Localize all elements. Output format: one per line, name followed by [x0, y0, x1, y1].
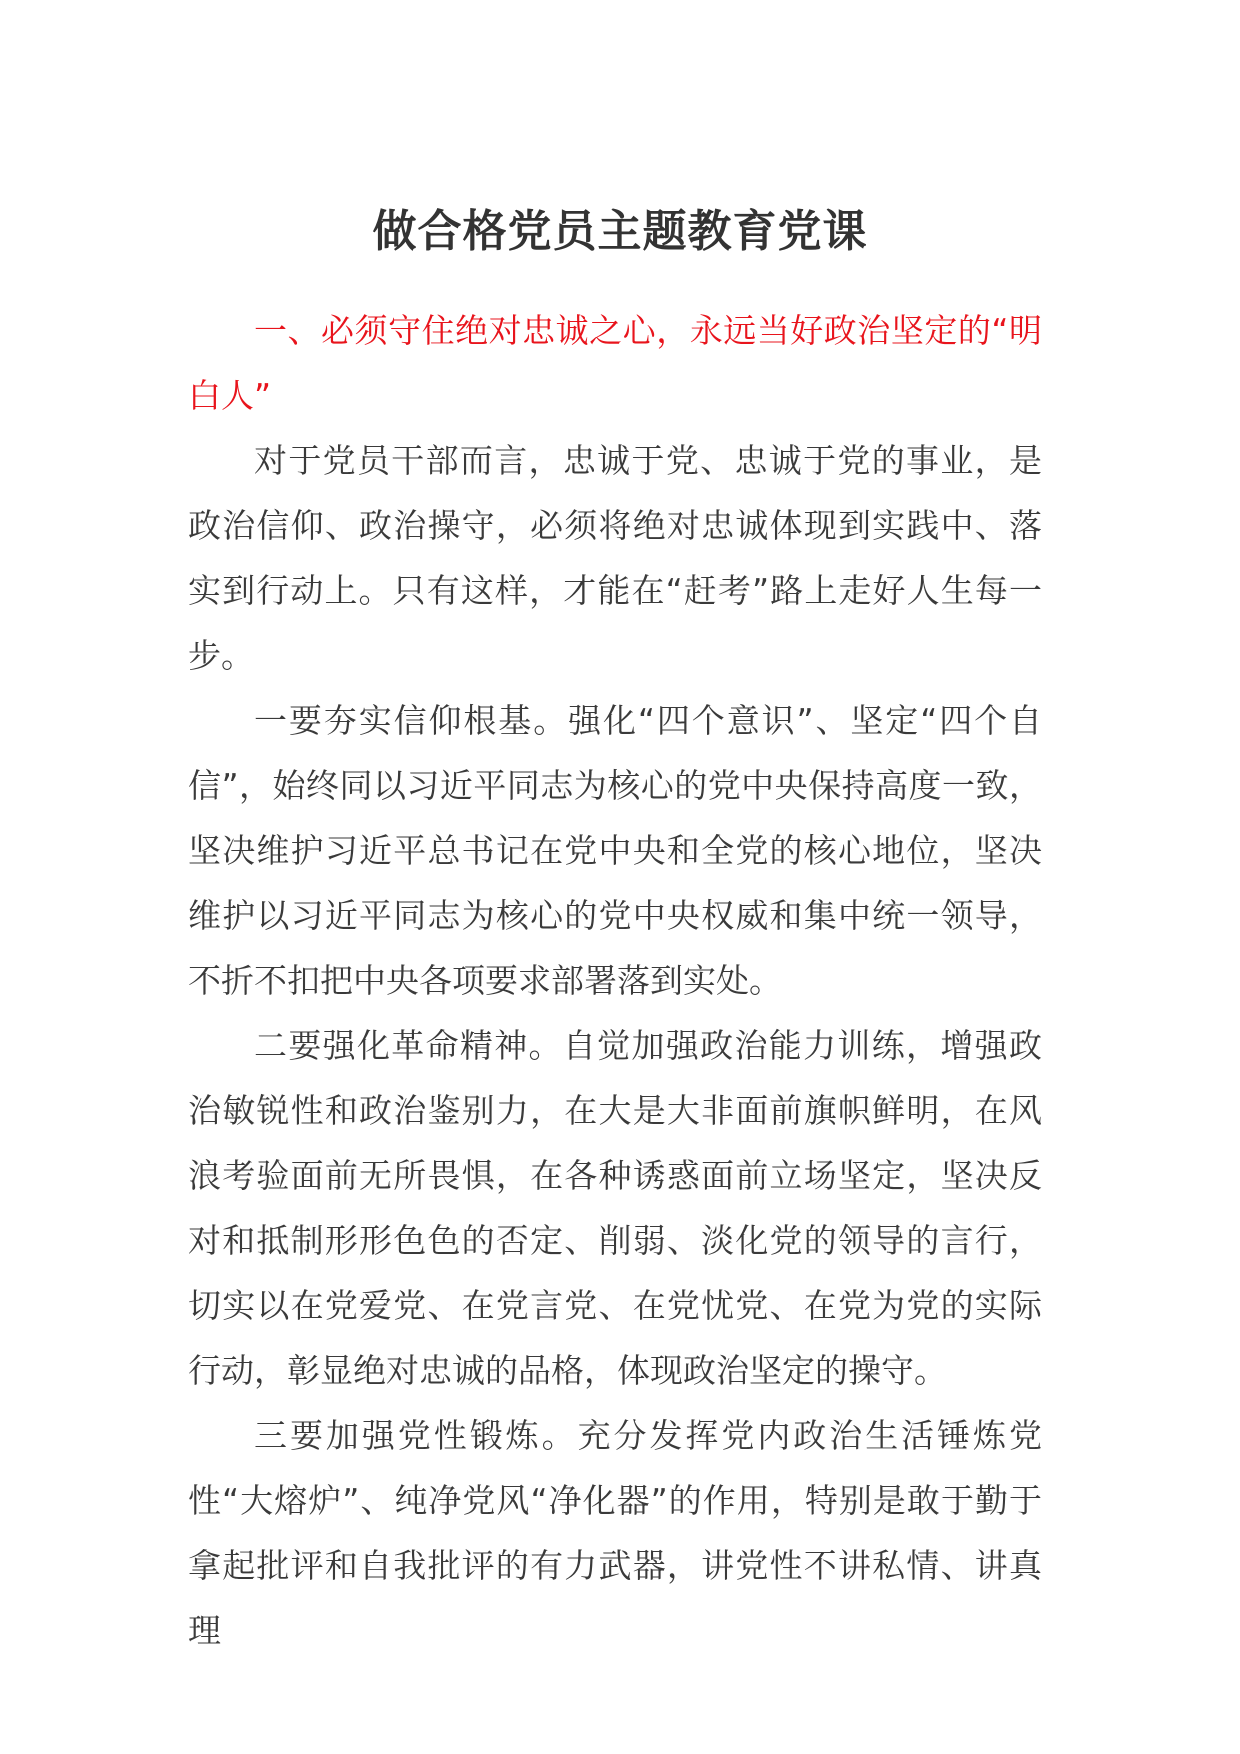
body-paragraph: 三要加强党性锻炼。充分发挥党内政治生活锤炼党性“大熔炉”、纯净党风“净化器”的作用，特别是敢于勤于拿起批评和自我批评的有力武器，讲党性不讲私情、讲真理: [188, 1416, 1042, 1650]
document-body: [188, 298, 1042, 1663]
body-paragraph: 对于党员干部而言，忠诚于党、忠诚于党的事业，是政治信仰、政治操守，必须将绝对忠诚体现到实践中、落实到行动上。只有这样，才能在“赶考”路上走好人生每一步。: [188, 441, 1042, 675]
body-paragraph: 二要强化革命精神。自觉加强政治能力训练，增强政治敏锐性和政治鉴别力，在大是大非面前旗帜鲜明，在风浪考验面前无所畏惧，在各种诱惑面前立场坚定，坚决反对和抵制形形色色的否定、削弱、淡化党的领导的言行，切实以在党爱党、在党言党、在党忧党、在党为党的实际行动，彰显绝对忠诚的品格，体现政治坚定的操守。: [188, 1026, 1042, 1390]
section-heading: 一、必须守住绝对忠诚之心，永远当好政治坚定的“明白人”: [188, 311, 1042, 415]
document-title: 做合格党员主题教育党课: [372, 206, 868, 257]
body-paragraph: 一要夯实信仰根基。强化“四个意识”、坚定“四个自信”，始终同以习近平同志为核心的党中央保持高度一致，坚决维护习近平总书记在党中央和全党的核心地位，坚决维护以习近平同志为核心的党中央权威和集中统一领导，不折不扣把中央各项要求部署落到实处。: [188, 701, 1042, 1000]
